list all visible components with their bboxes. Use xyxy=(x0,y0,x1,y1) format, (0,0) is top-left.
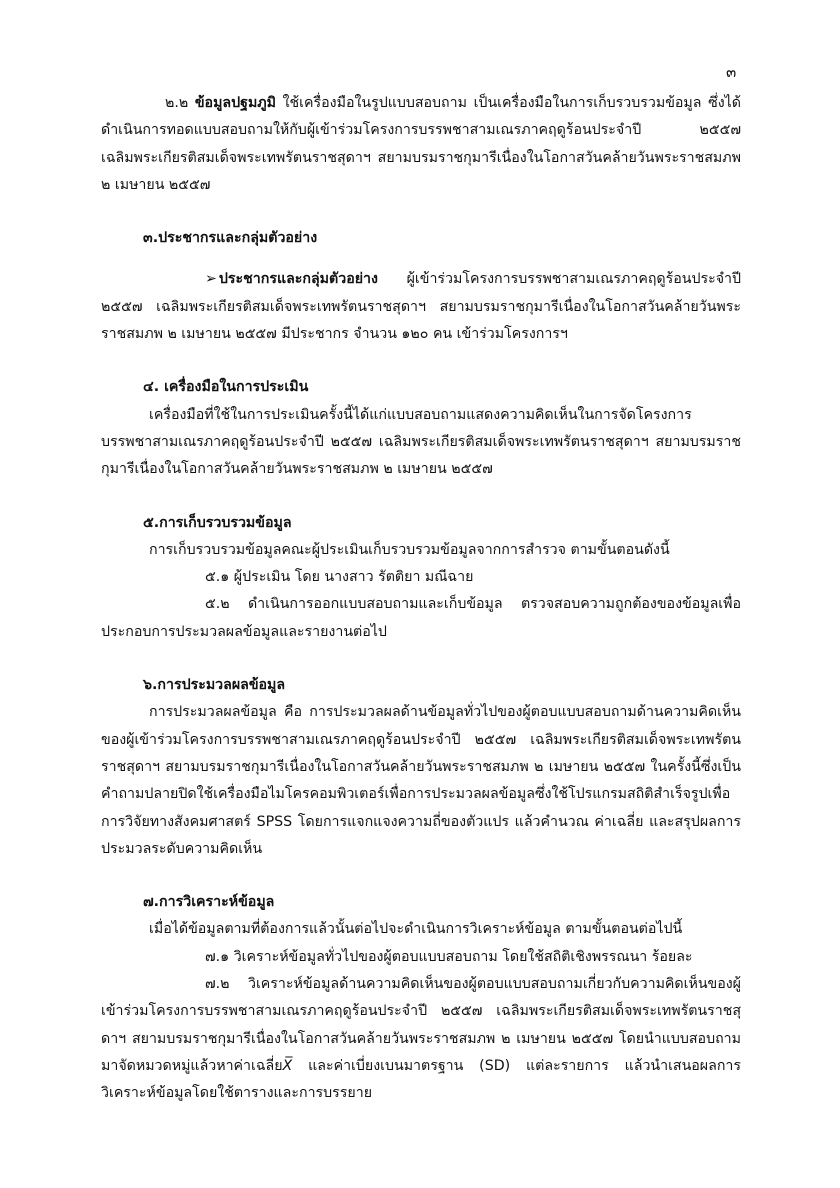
population-lead: ประชากรและกลุ่มตัวอย่าง xyxy=(218,271,378,288)
instrument-paragraph: เครื่องมือที่ใช้ในการประเมินครั้งนี้ได้แก่แบบสอบถามแสดงความคิดเห็นในการจัดโครงการบรรพชาสามเณรภาคฤดูร้อนประจำปี ๒๕๕๗ เฉลิมพระเกียรติสมเด็จพระเทพรัตนราชสุดาฯ สยามบรมราชกุมารีเนื่องในโอกาสวันคล้ายวันพระราชสมภพ ๒ เมษายน ๒๕๕๗ xyxy=(101,406,741,478)
primary-data-label: ๒.๒ xyxy=(165,95,195,111)
collection-item-2: ๕.๒ ดำเนินการออกแบบสอบถามและเก็บข้อมูล ตรวจสอบความถูกต้องของข้อมูลเพื่อประกอบการประมวลผลข้อมูลและรายงานต่อไป xyxy=(101,596,741,640)
primary-data-paragraph xyxy=(101,90,741,199)
mean-symbol: X̅ xyxy=(282,1057,293,1074)
analysis-item-2-text-end: และค่าเบี่ยงเบนมาตรฐาน (SD) แต่ละรายการ แล้วนำเสนอผลการวิเคราะห์ข้อมูลโดยใช้ตารางและการบรรยาย xyxy=(101,1057,741,1102)
population-body: ผู้เข้าร่วมโครงการบรรพชาสามเณรภาคฤดูร้อนประจำปี ๒๕๕๗ เฉลิมพระเกียรติสมเด็จพระเทพรัตนราชสุดาฯ สยามบรมราชกุมารีเนื่องในโอกาสวันคล้ายวันพระราชสมภพ ๒ เมษายน ๒๕๕๗ มีประชากร จำนวน ๑๒๐ คน เข้าร่วมโครงการฯ xyxy=(101,271,741,343)
analysis-intro: เมื่อได้ข้อมูลตามที่ต้องการแล้วนั้นต่อไปจะดำเนินการวิเคราะห์ข้อมูล ตามขั้นตอนต่อไปนี้ xyxy=(149,921,683,938)
population-heading: ๓.ประชากรและกลุ่มตัวอย่าง xyxy=(143,230,318,247)
page-number: ๓ xyxy=(726,63,737,81)
population-paragraph xyxy=(101,266,741,348)
arrow-bullet-icon: ➢ xyxy=(205,271,217,288)
collection-item-1: ๕.๑ ผู้ประเมิน โดย นางสาว รัตติยา มณีฉาย xyxy=(205,569,474,586)
analysis-heading: ๗.การวิเคราะห์ข้อมูล xyxy=(143,894,275,911)
primary-data-body: ใช้เครื่องมือในรูปแบบสอบถาม เป็นเครื่องมือในการเก็บรวบรวมข้อมูล ซึ่งได้ดำเนินการทอดแบบสอบถามให้กับผู้เข้าร่วมโครงการบรรพชาสามเณรภาคฤดูร้อนประจำปี ๒๕๕๗ เฉลิมพระเกียรติสมเด็จพระเทพรัตนราชสุดาฯ สยามบรมราชกุมารีเนื่องในโอกาสวันคล้ายวันพระราชสมภพ ๒ เมษายน ๒๕๕๗ xyxy=(101,95,741,193)
analysis-item-2 xyxy=(101,971,741,1107)
primary-data-title: ข้อมูลปฐมภูมิ xyxy=(194,95,276,111)
processing-paragraph: การประมวลผลข้อมูล คือ การประมวลผลด้านข้อมูลทั่วไปของผู้ตอบแบบสอบถามด้านความคิดเห็นของผู้เข้าร่วมโครงการบรรพชาสามเณรภาคฤดูร้อนประจำปี ๒๕๕๗ เฉลิมพระเกียรติสมเด็จพระเทพรัตนราชสุดาฯ สยามบรมราชกุมารีเนื่องในโอกาสวันคล้ายวันพระราชสมภพ ๒ เมษายน ๒๕๕๗ ในครั้งนี้ซึ่งเป็นคำถามปลายปิดใช้เครื่องมือไมโครคอมพิวเตอร์เพื่อการประมวลผลข้อมูลซึ่งใช้โปรแกรมสถิติสำเร็จรูปเพื่อการวิจัยทางสังคมศาสตร์ SPSS โดยการแจกแจงความถี่ของตัวแปร แล้วคำนวณ ค่าเฉลี่ย และสรุปผลการประมวลระดับความคิดเห็น xyxy=(101,704,741,857)
processing-heading: ๖.การประมวลผลข้อมูล xyxy=(143,677,286,694)
analysis-item-2-text: ๗.๒ วิเคราะห์ข้อมูลด้านความคิดเห็นของผู้ตอบแบบสอบถามเกี่ยวกับความคิดเห็นของผู้เข้าร่วมโครงการบรรพชาสามเณรภาคฤดูร้อนประจำปี ๒๕๕๗ เฉลิมพระเกียรติสมเด็จพระเทพรัตนราชสุดาฯ สยามบรมราชกุมารีเนื่องในโอกาสวันคล้ายวันพระราชสมภพ ๒ เมษายน ๒๕๕๗ โดยนำแบบสอบถามมาจัดหมวดหมู่แล้วหาค่าเฉลี่ย xyxy=(101,976,741,1074)
document-body xyxy=(101,90,741,1108)
instrument-heading: ๔. เครื่องมือในการประเมิน xyxy=(143,379,309,396)
collection-heading: ๕.การเก็บรวบรวมข้อมูล xyxy=(143,514,292,531)
collection-intro: การเก็บรวบรวมข้อมูลคณะผู้ประเมินเก็บรวบรวมข้อมูลจากการสำรวจ ตามขั้นตอนดังนี้ xyxy=(149,541,670,558)
analysis-item-1: ๗.๑ วิเคราะห์ข้อมูลทั่วไปของผู้ตอบแบบสอบถาม โดยใช้สถิติเชิงพรรณนา ร้อยละ xyxy=(205,948,693,965)
